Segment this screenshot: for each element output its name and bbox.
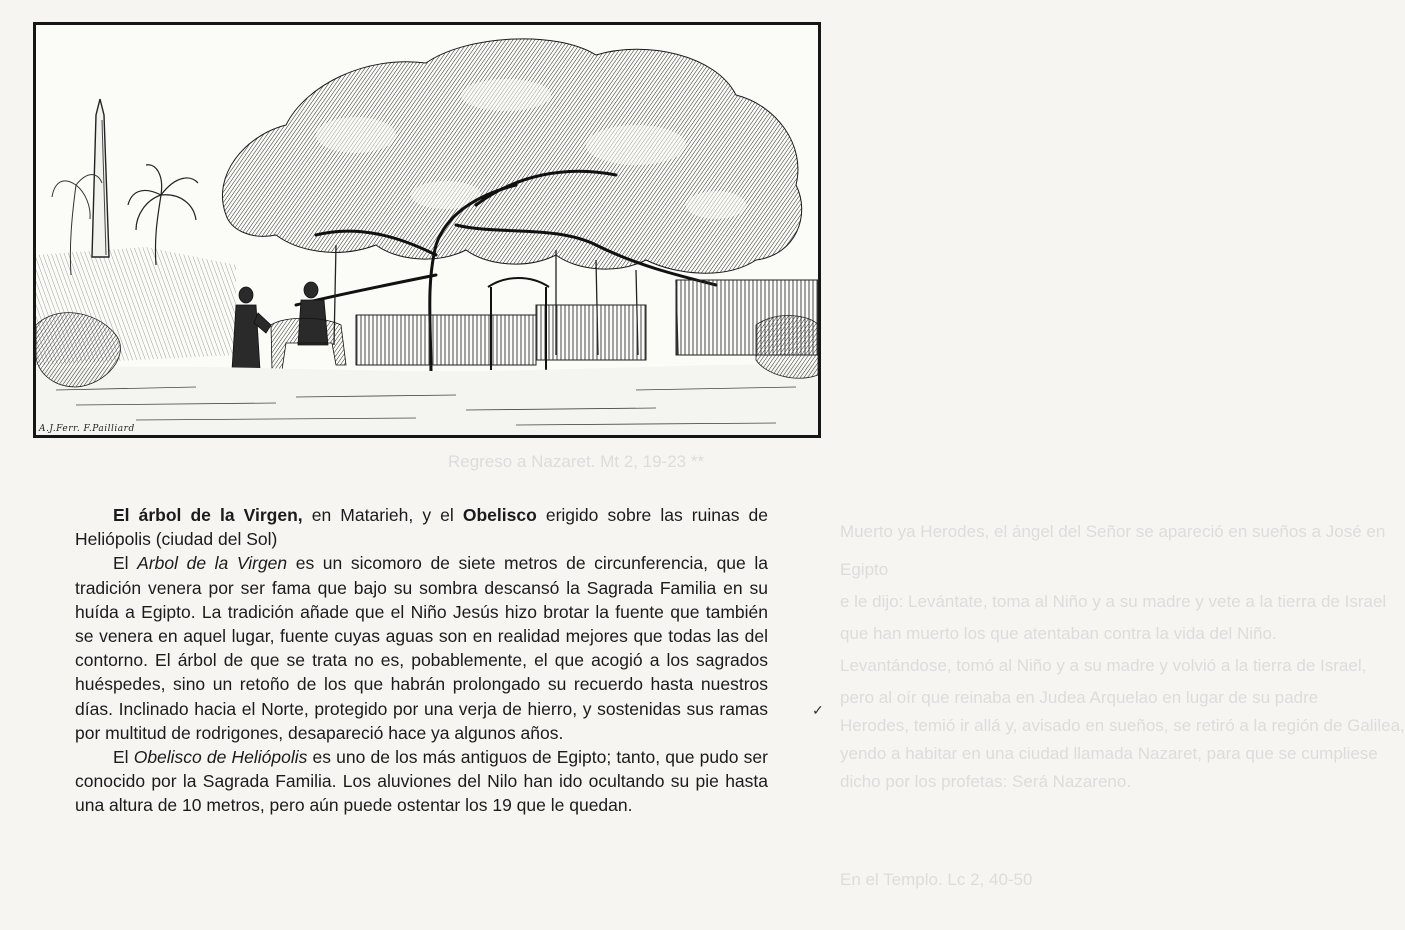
caption-bold: Obelisco [462, 505, 537, 525]
ghost-line: Egipto [840, 560, 889, 579]
ghost-line: En el Templo. Lc 2, 40-50 [840, 870, 1033, 889]
caption-paragraph-tree [75, 551, 768, 745]
caption-text: El [113, 553, 138, 574]
figure-caption [75, 503, 768, 818]
caption-text: El [113, 747, 134, 768]
ghost-line: que han muerto los que atentaban contra la vida del Niño. [840, 624, 1277, 643]
ghost-line: yendo a habitar en una ciudad llamada Nazaret, para que se cumpliese [840, 744, 1378, 763]
caption-bold: El árbol de la Virgen, [113, 505, 303, 525]
ghost-line: Regreso a Nazaret. Mt 2, 19-23 ** [448, 452, 705, 471]
ghost-line: pero al oír que reinaba en Judea Arquelao en lugar de su padre [840, 688, 1319, 707]
ghost-line: e le dijo: Levántate, toma al Niño y a su madre y vete a la tierra de Israel [840, 592, 1387, 611]
caption-italic: Arbol de la Virgen [137, 553, 288, 574]
engraving-illustration [33, 22, 821, 438]
caption-text: es un sicomoro de siete metros de circunferencia, que la tradición venera por ser fama que bajo su sombra descansó la Sagrada Familia en su huída a Egipto. La tradición añade que el Niño Jesús hizo brotar la fuente que también se venera en aquel lugar, fuente cuyas aguas son en realidad mejores que todas las del contorno. El árbol de que se trata no es, pobablemente, el que acogió a los sagrados huéspedes, sino un retoño de los que habrán prolongado su recuerdo hasta nuestros días. Inclinado hacia el Norte, protegido por una verja de hierro, y sostenidas sus ramas por multitud de rodrigones, desapareció hace ya algunos años. [75, 553, 768, 743]
caption-text: en Matarieh, y el [302, 505, 463, 525]
caption-italic: Obelisco de Heliópolis [133, 747, 308, 768]
caption-title [75, 503, 768, 551]
caption-text: erigido sobre las ruinas de Heliópolis (ciudad del Sol) [75, 505, 768, 550]
tree-and-obelisk-engraving [36, 25, 818, 435]
ghost-line: Levantándose, tomó al Niño y a su madre y volvió a la tierra de Israel, [840, 656, 1367, 675]
ghost-line: Muerto ya Herodes, el ángel del Señor se apareció en sueños a José en [840, 522, 1386, 541]
caption-text: es uno de los más antiguos de Egipto; tanto, que pudo ser conocido por la Sagrada Familia. Los aluviones del Nilo han ido ocultando su pie hasta una altura de 10 metros, pero aún puede ostentar los 19 que le quedan. [75, 747, 768, 816]
ghost-line: Herodes, temió ir allá y, avisado en sueños, se retiró a la región de Galilea, [840, 716, 1405, 735]
caption-paragraph-obelisk [75, 745, 768, 818]
ghost-line: dicho por los profetas: Será Nazareno. [840, 772, 1132, 791]
check-mark: ✓ [812, 702, 824, 718]
engraver-signature: A.J.Ferr. F.Pailliard [39, 424, 135, 434]
